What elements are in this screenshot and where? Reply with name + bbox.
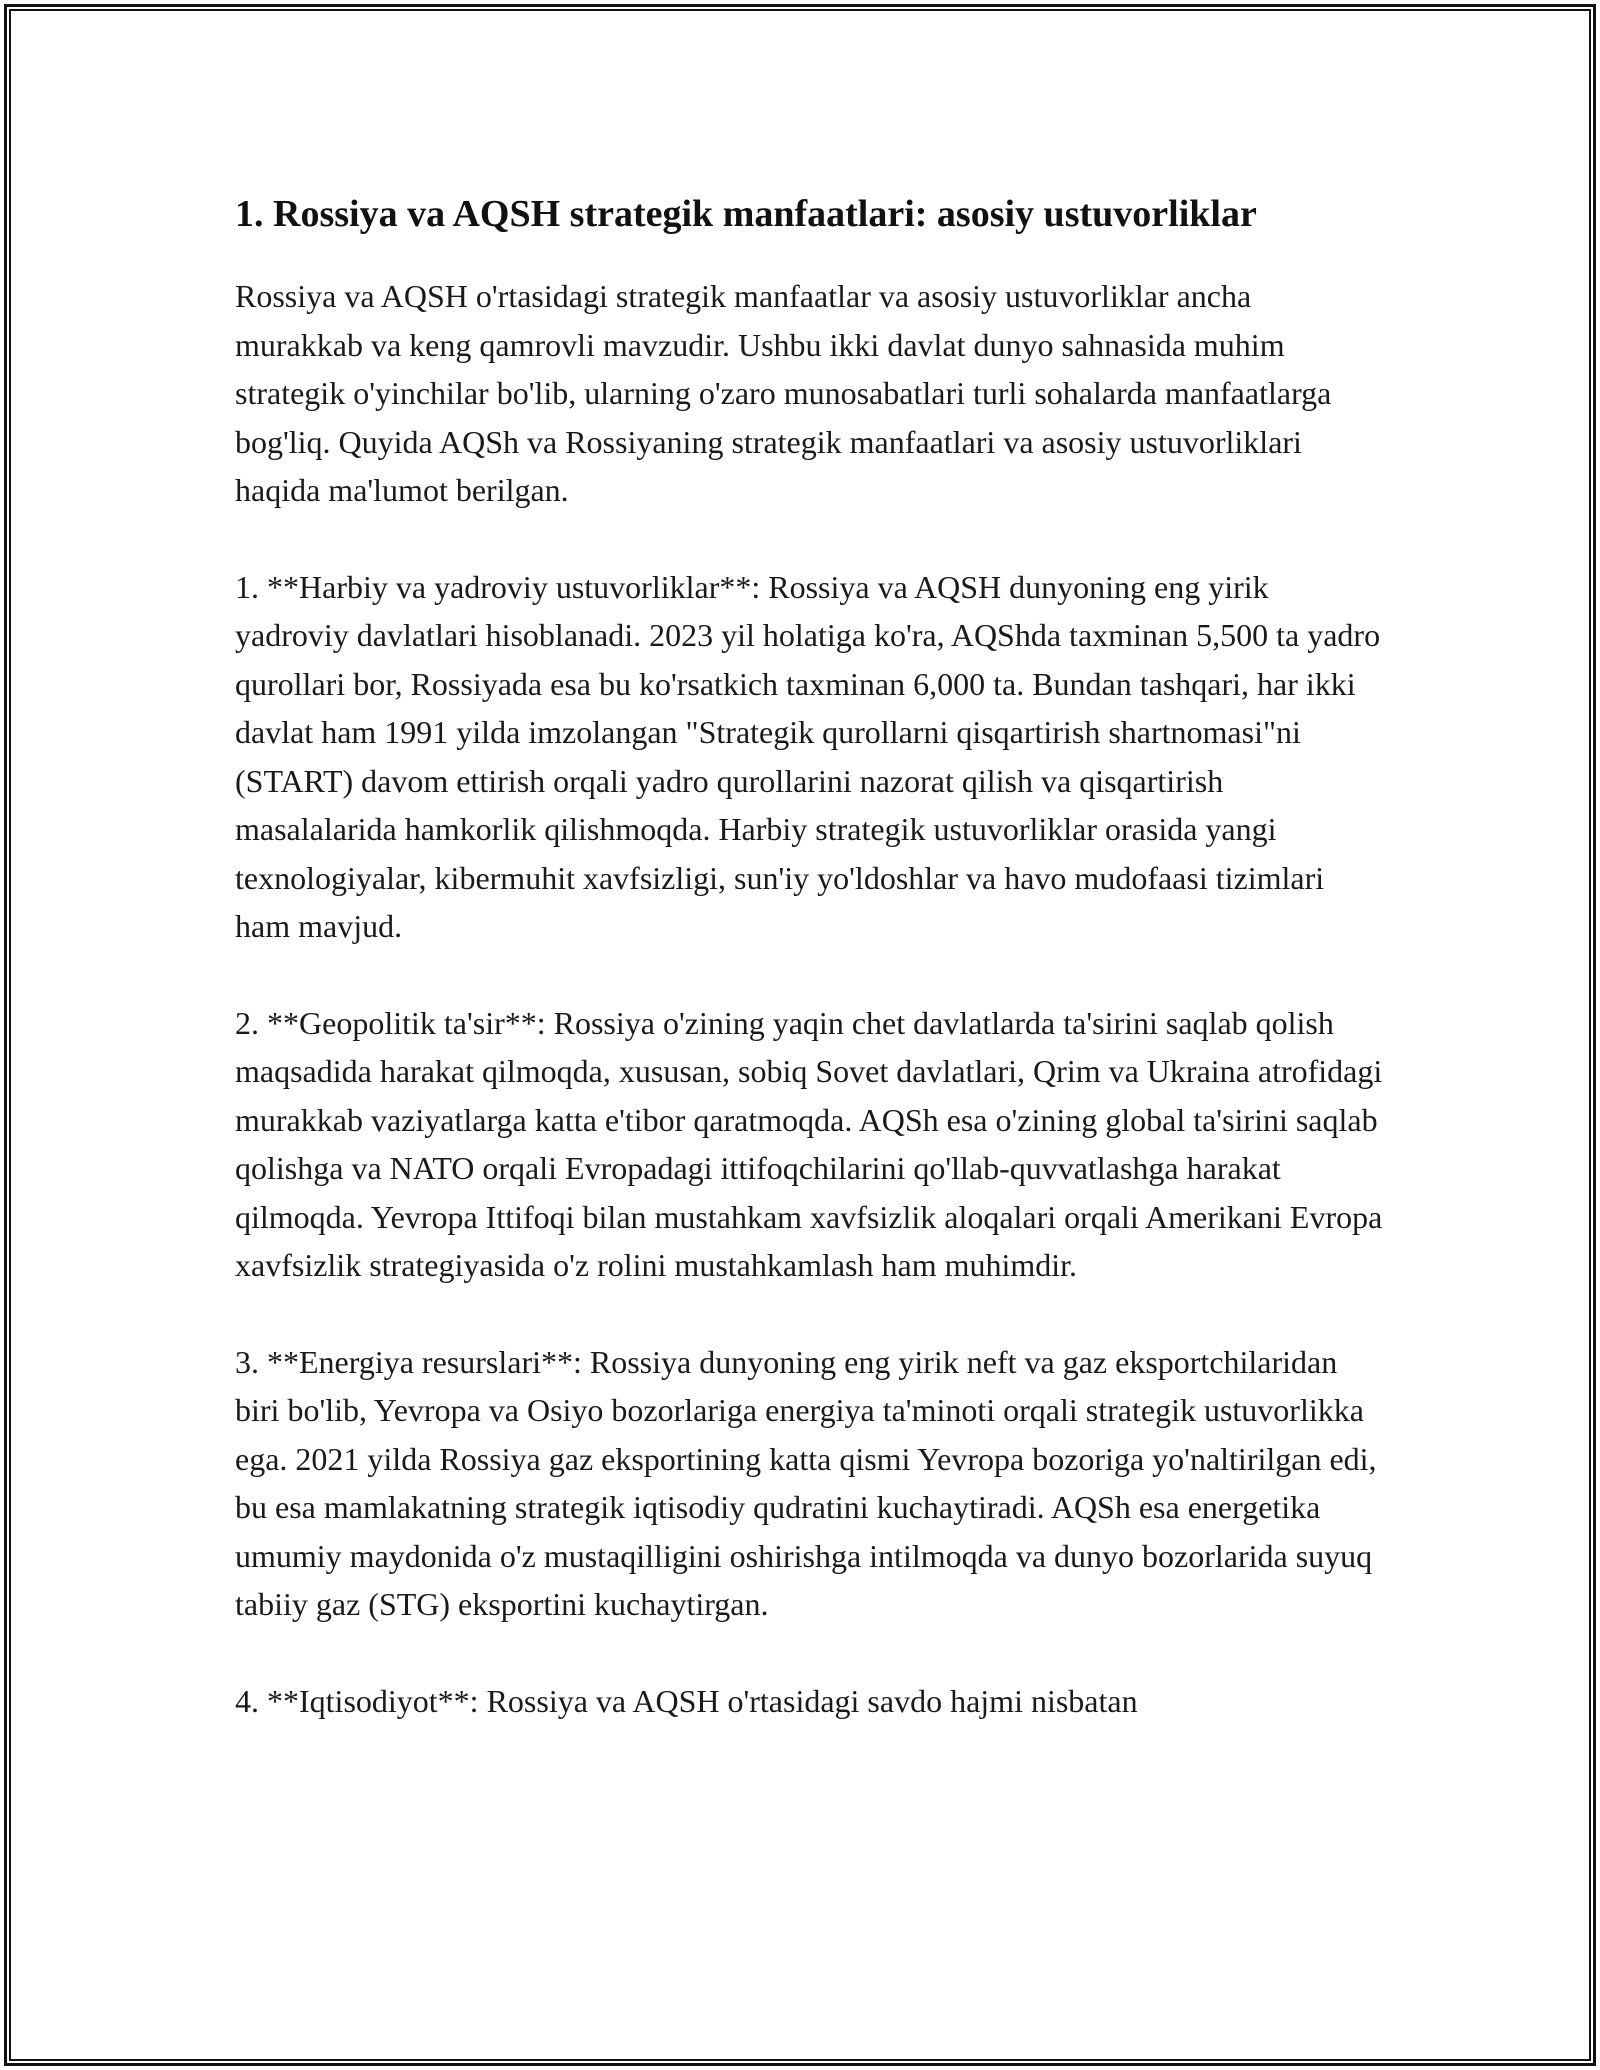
paragraph-military-nuclear: 1. **Harbiy va yadroviy ustuvorliklar**: Rossiya va AQSH dunyoning eng yirik yadroviy davlatlari hisoblanadi. 2023 yil holatiga ko'ra, AQShda taxminan 5,500 ta yadro qurollari bor, Rossiyada esa bu ko'rsatkich taxminan 6,000 ta. Bundan tashqari, har ikki davlat ham 1991 yilda imzolangan "Strategik qurollarni qisqartirish shartnomasi"ni (START) davom ettirish orqali yadro qurollarini nazorat qilish va qisqartirish masalalarida hamkorlik qilishmoqda. Harbiy strategik ustuvorliklar orasida yangi texnologiyalar, kibermuhit xavfsizligi, sun'iy yo'ldoshlar va havo mudofaasi tizimlari ham mavjud. <box>235 568 1381 944</box>
paragraph-geopolitical: 2. **Geopolitik ta'sir**: Rossiya o'zining yaqin chet davlatlarda ta'sirini saqlab qolish maqsadida harakat qilmoqda, xususan, sobiq Sovet davlatlari, Qrim va Ukraina atrofidagi murakkab vaziyatlarga katta e'tibor qaratmoqda. AQSh esa o'zining global ta'sirini saqlab qolishga va NATO orqali Evropadagi ittifoqchilarini qo'llab-quvvatlashga harakat qilmoqda. Yevropa Ittifoqi bilan mustahkam xavfsizlik aloqalari orqali Amerikani Evropa xavfsizlik strategiyasida o'z rolini mustahkamlash ham muhimdir. <box>235 1004 1383 1283</box>
paragraph-energy: 3. **Energiya resurslari**: Rossiya dunyoning eng yirik neft va gaz eksportchilaridan biri bo'lib, Yevropa va Osiyo bozorlariga energiya ta'minoti orqali strategik ustuvorlikka ega. 2021 yilda Rossiya gaz eksportining katta qismi Yevropa bozoriga yo'naltirilgan edi, bu esa mamlakatning strategik iqtisodiy qudratini kuchaytiradi. AQSh esa energetika umumiy maydonida o'z mustaqilligini oshirishga intilmoqda va dunyo bozorlarida suyuq tabiiy gaz (STG) eksportini kuchaytirgan. <box>235 1343 1377 1622</box>
document-body <box>235 186 1385 1773</box>
paragraph-intro: Rossiya va AQSH o'rtasidagi strategik manfaatlar va asosiy ustuvorliklar ancha murakkab va keng qamrovli mavzudir. Ushbu ikki davlat dunyo sahnasida muhim strategik o'yinchilar bo'lib, ularning o'zaro munosabatlari turli sohalarda manfaatlarga bog'liq. Quyida AQSh va Rossiyaning strategik manfaatlari va asosiy ustuvorliklari haqida ma'lumot berilgan. <box>235 278 1332 508</box>
document-title: 1. Rossiya va AQSH strategik manfaatlari: asosiy ustuvorliklar <box>235 193 1257 235</box>
paragraph-economy: 4. **Iqtisodiyot**: Rossiya va AQSH o'rtasidagi savdo hajmi nisbatan <box>235 1682 1138 1719</box>
